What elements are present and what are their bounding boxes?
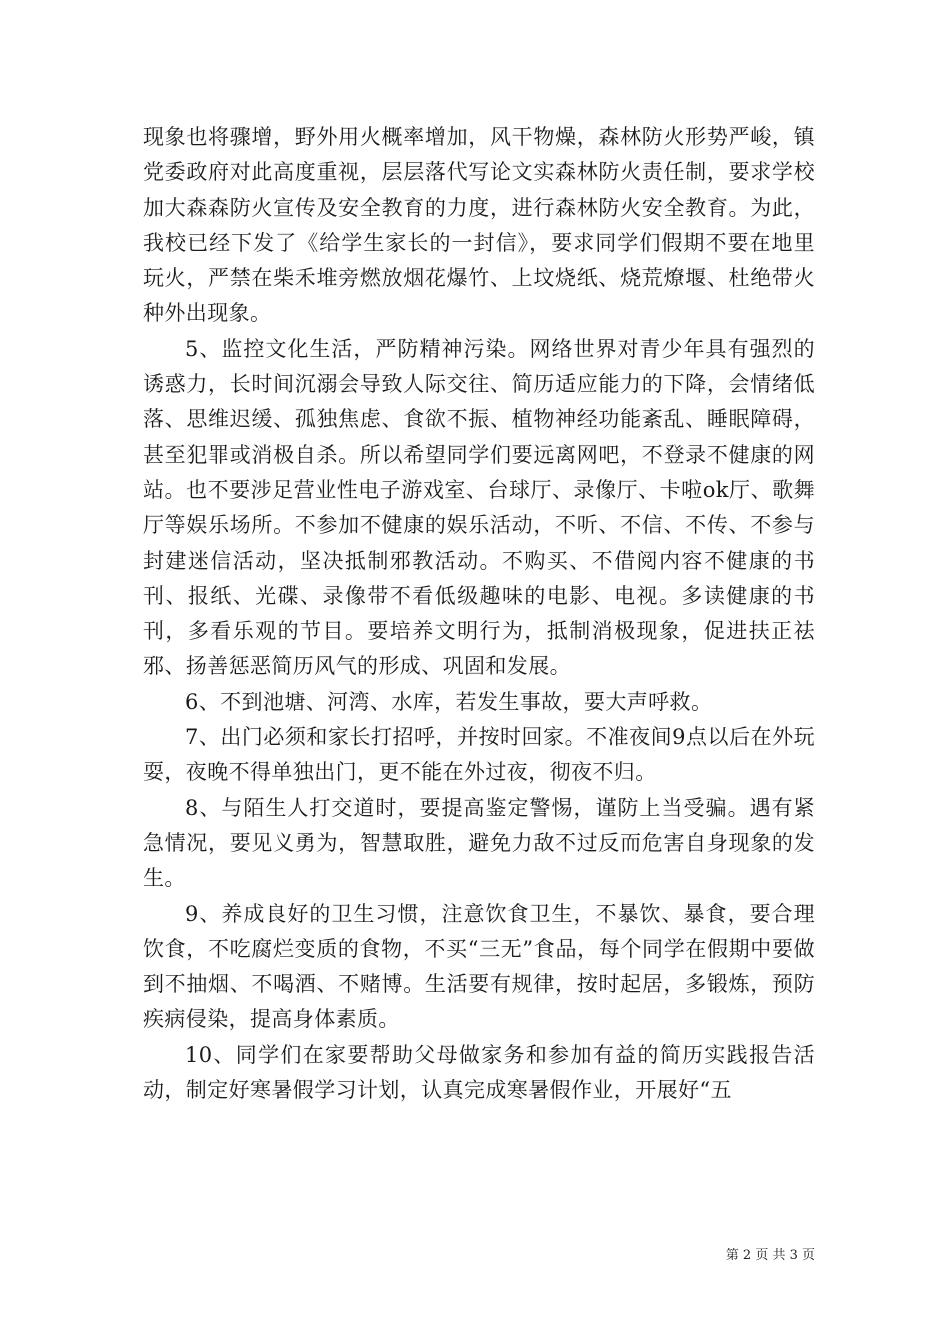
- paragraph-item-8: 8、与陌生人打交道时，要提高鉴定警惕，谨防上当受骗。遇有紧急情况，要见义勇为，智慧取胜，避免力敌不过反而危害自身现象的发生。: [143, 795, 815, 891]
- paragraph-item-9: 9、养成良好的卫生习惯，注意饮食卫生，不暴饮、暴食，要合理饮食，不吃腐烂变质的食物，不买“三无”食品，每个同学在假期中要做到不抽烟、不喝酒、不赌博。生活要有规律，按时起居，多锻炼，预防疾病侵染，提高身体素质。: [143, 901, 815, 1032]
- document-body: [143, 120, 815, 1108]
- page-number-footer: 第 2 页 共 3 页: [725, 1248, 815, 1263]
- paragraph-item-5: 5、监控文化生活，严防精神污染。网络世界对青少年具有强烈的诱惑力，长时间沉溺会导致人际交往、简历适应能力的下降，会情绪低落、思维迟缓、孤独焦虑、食欲不振、植物神经功能紊乱、睡眠障碍，甚至犯罪或消极自杀。所以希望同学们要远离网吧，不登录不健康的网站。也不要涉足营业性电子游戏室、台球厅、录像厅、卡啦ok厅、歌舞厅等娱乐场所。不参加不健康的娱乐活动，不听、不信、不传、不参与封建迷信活动，坚决抵制邪教活动。不购买、不借阅内容不健康的书刊、报纸、光碟、录像带不看低级趣味的电影、电视。多读健康的书刊，多看乐观的节目。要培养文明行为，抵制消极现象，促进扶正祛邪、扬善惩恶简历风气的形成、巩固和发展。: [143, 336, 815, 679]
- paragraph-item-7: 7、出门必须和家长打招呼，并按时回家。不准夜间9点以后在外玩耍，夜晚不得单独出门，更不能在外过夜，彻夜不归。: [143, 725, 815, 785]
- paragraph-item-10: 10、同学们在家要帮助父母做家务和参加有益的简历实践报告活动，制定好寒暑假学习计划，认真完成寒暑假作业，开展好“五: [143, 1042, 815, 1103]
- paragraph-item-6: 6、不到池塘、河湾、水库，若发生事故，要大声呼救。: [185, 689, 713, 714]
- paragraph-continuation: 现象也将骤增，野外用火概率增加，风干物燥，森林防火形势严峻，镇党委政府对此高度重视，层层落代写论文实森林防火责任制，要求学校加大森森防火宣传及安全教育的力度，进行森林防火安全教育。为此，我校已经下发了《给学生家长的一封信》，要求同学们假期不要在地里玩火，严禁在柴禾堆旁燃放烟花爆竹、上坟烧纸、烧荒燎堰、杜绝带火种外出现象。: [143, 125, 815, 326]
